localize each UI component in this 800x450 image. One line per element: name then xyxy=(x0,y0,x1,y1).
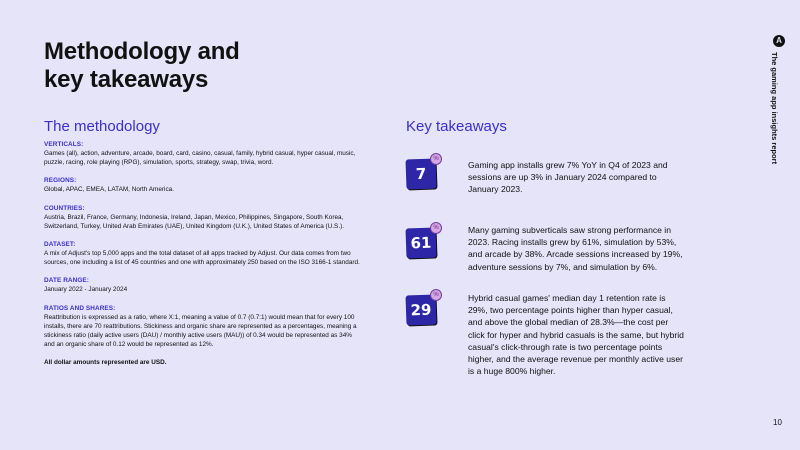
methodology-label: DATASET: xyxy=(44,241,76,249)
methodology-section xyxy=(44,140,364,367)
methodology-text: Reattribution is expressed as a ratio, where X:1, meaning a value of 0.7 (0.7:1) would mean that for every 100 installs, there are 70 reattributions. Stickiness and organic share are represented as a percentages, meaning a stickiness ratio (daily active users (DAU) / monthly active users (MAU)) of 0.34 would be represented as 34% and an organic share of 0.12 would be represented as 12%. xyxy=(44,313,357,349)
methodology-label: RATIOS AND SHARES: xyxy=(44,304,116,312)
methodology-label: COUNTRIES: xyxy=(44,204,85,212)
methodology-text: Global, APAC, EMEA, LATAM, North America. xyxy=(44,186,174,194)
methodology-regions xyxy=(44,176,364,194)
methodology-date-range xyxy=(44,276,364,294)
methodology-dataset xyxy=(44,240,364,267)
takeaway-text: Many gaming subverticals saw strong performance in 2023. Racing installs grew by 61%, simulation by 53%, and arcade by 38%. Arcade sessions increased by 19%, adventure sessions by 7%, and simulation by 6%. xyxy=(468,225,683,272)
methodology-label: VERTICALS: xyxy=(44,141,84,148)
methodology-heading: The methodology xyxy=(44,118,160,135)
page-title xyxy=(44,38,240,94)
currency-note: All dollar amounts represented are USD. xyxy=(44,359,167,367)
takeaway-text: Gaming app installs grew 7% YoY in Q4 of 2023 and sessions are up 3% in January 2024 compared to January 2023. xyxy=(468,160,668,195)
takeaway-badge: 7 xyxy=(405,158,436,189)
methodology-countries xyxy=(44,204,364,231)
takeaway-item xyxy=(406,222,706,272)
page-number: 10 xyxy=(773,418,782,427)
takeaways-heading: Key takeaways xyxy=(406,118,507,135)
report-side-label: The gaming app insights report xyxy=(770,52,779,165)
methodology-text: A mix of Adjust's top 5,000 apps and the total dataset of all apps tracked by Adjust. Our data comes from two sources, one including a list of 45 countries and one with approximately 250 based on the ISO 3166-1 standard. xyxy=(44,250,360,267)
takeaway-text: Hybrid casual games' median day 1 retention rate is 29%, two percentage points higher than hyper casual, and above the global median of 28.3%—the cost per click for hyper and hybrid casuals is the same, but hybrid casual's click-through rate is two percentage points higher, and the average revenue per monthly active user is a huge 800% higher. xyxy=(468,293,684,377)
methodology-verticals xyxy=(44,140,364,167)
percent-icon: % xyxy=(430,153,442,165)
methodology-text: January 2022 - January 2024 xyxy=(44,286,128,294)
methodology-text: Games (all), action, adventure, arcade, board, card, casino, casual, family, hybrid casual, hyper casual, music, puzzle, racing, role playing (RPG), simulation, sports, strategy, swap, trivia, word. xyxy=(44,150,356,167)
methodology-text: Austria, Brazil, France, Germany, Indonesia, Ireland, Japan, Mexico, Philippines, Singapore, South Korea, Switzerland, Turkey, United Arab Emirates (UAE), United Kingdom (U.K.), United States of America (U.S.). xyxy=(44,213,344,230)
page-title-line-1: Methodology and xyxy=(44,38,240,65)
takeaway-badge: 29 xyxy=(405,294,436,325)
methodology-label: REGIONS: xyxy=(44,177,77,185)
page-title-line-2: key takeaways xyxy=(44,66,209,93)
takeaway-badge: 61 xyxy=(405,227,436,258)
adjust-logo-icon: A xyxy=(773,35,785,47)
takeaway-item xyxy=(406,155,706,205)
percent-icon: % xyxy=(430,289,442,301)
methodology-label: DATE RANGE: xyxy=(44,277,90,285)
takeaway-item xyxy=(406,288,706,377)
percent-icon: % xyxy=(430,222,442,234)
methodology-ratios xyxy=(44,304,364,350)
